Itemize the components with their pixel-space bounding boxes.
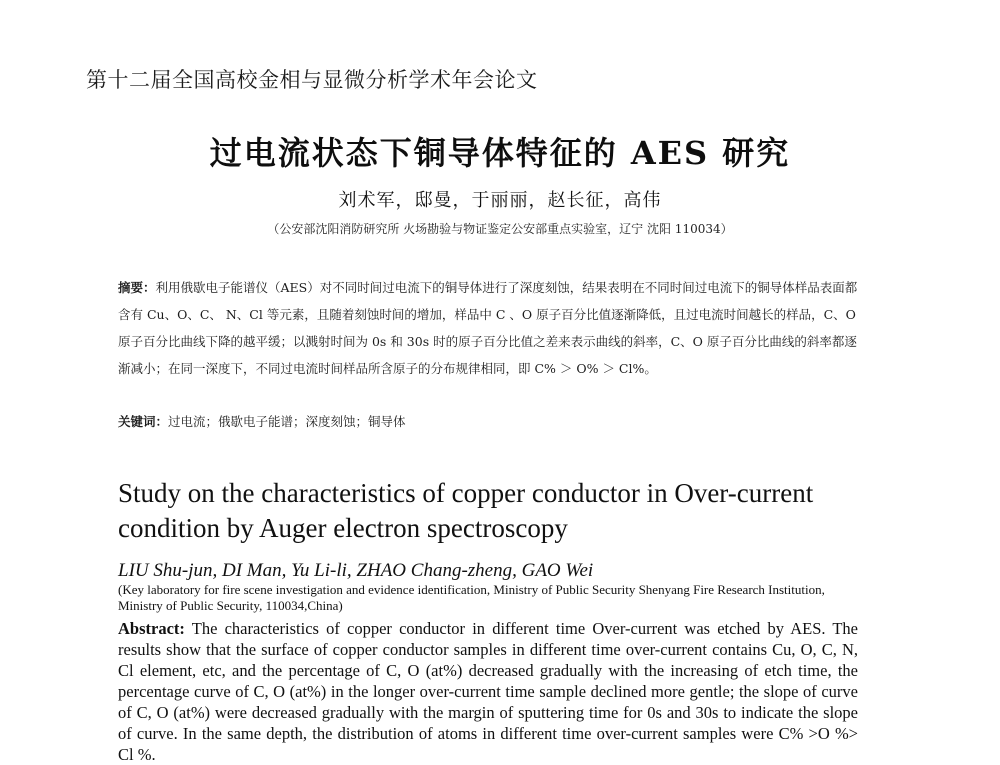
keywords-cn: [118, 412, 406, 430]
keywords-cn-text: 过电流；俄歇电子能谱；深度刻蚀；铜导体: [168, 414, 406, 429]
english-title: Study on the characteristics of copper conductor in Over-current condition by Auger electron spectroscopy: [118, 478, 814, 543]
conference-header: 第十二届全国高校金相与显微分析学术年会论文: [86, 68, 538, 92]
abstract-en-label: Abstract:: [118, 619, 185, 638]
abstract-cn: [118, 274, 860, 382]
authors: 刘术军，邸曼，于丽丽，赵长征，高伟: [338, 190, 662, 211]
abstract-en: [118, 618, 858, 765]
keywords-cn-label: 关键词：: [118, 414, 169, 429]
affiliation: （公安部沈阳消防研究所 火场勘验与物证鉴定公安部重点实验室，辽宁 沈阳 110034）: [267, 222, 733, 236]
paper-title: 过电流状态下铜导体特征的 AES 研究: [209, 134, 791, 172]
abstract-cn-text: 利用俄歇电子能谱仪（AES）对不同时间过电流下的铜导体进行了深度刻蚀，结果表明在不同时间过电流下的铜导体样品表面都含有 Cu、O、C、 N、Cl 等元素，且随着刻蚀时间的增加，样品中 C 、O 原子百分比值逐渐降低，且过电流时间越长的样品，C、O 原子百分比曲线下降的越平缓；以溅射时间为 0s 和 30s 时的原子百分比值之差来表示曲线的斜率，C、O 原子百分比曲线的斜率都逐渐减小；在同一深度下，不同过电流时间样品所含原子的分布规律相同，即 C% ＞ O% ＞ Cl%。: [118, 280, 858, 376]
english-affiliation: (Key laboratory for fire scene investigation and evidence identification, Ministry of Public Security Shenyang Fire Research Institution, Ministry of Public Security, 110034,China): [118, 582, 825, 613]
english-authors: LIU Shu-jun, DI Man, Yu Li-li, ZHAO Chang-zheng, GAO Wei: [118, 560, 594, 581]
abstract-en-text: The characteristics of copper conductor in different time Over-current was etched by AES. The results show that the surface of copper conductor samples in different time over-current contains Cu, O, C, N, Cl element, etc, and the percentage of C, O (at%) decreased gradually with the increasing of etch time, the percentage curve of C, O (at%) in the longer over-current time sample declined more gentle; the slope of curve of C, O (at%) were decreased gradually with the margin of sputtering time for 0s and 30s to indicate the slope of curve. In the same depth, the distribution of atoms in different time over-current samples were C% >O %> Cl %.: [118, 619, 859, 764]
abstract-cn-label: 摘要：: [118, 280, 156, 295]
